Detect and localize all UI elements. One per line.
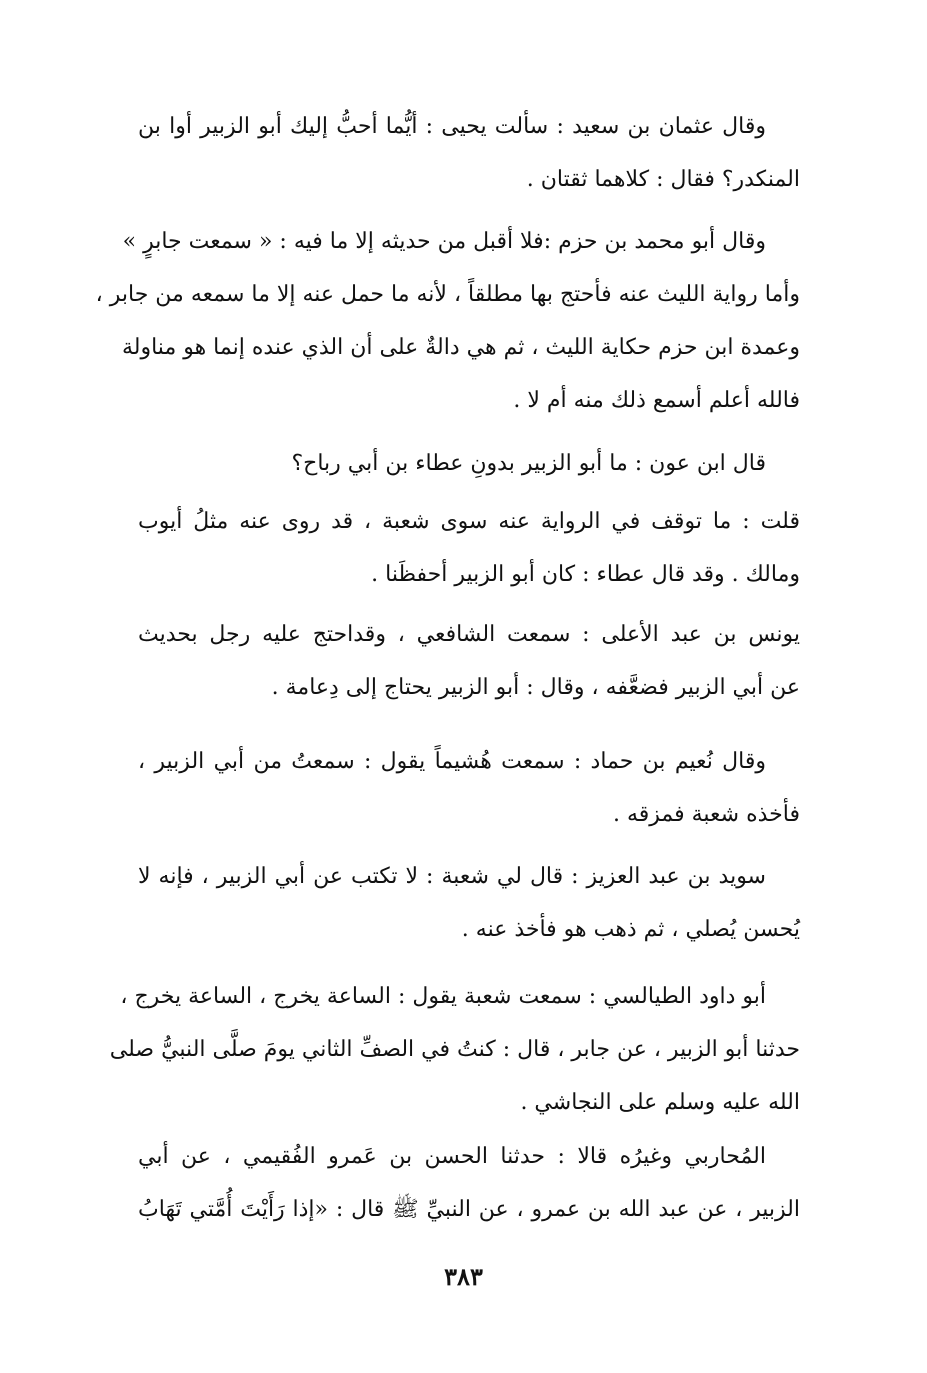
- text-line: الزبير ، عن عبد الله بن عمرو ، عن النبيِّ ﷺ قال : «إذا رَأَيْتَ أُمَّتي تَهَابُ: [138, 1197, 800, 1222]
- text-line: وقال نُعيم بن حماد : سمعت هُشيماً يقول : سمعتُ من أبي الزبير ،: [138, 749, 766, 774]
- text-line: المنكدر؟ فقال : كلاهما ثقتان .: [526, 167, 800, 192]
- paragraph-qultu: [138, 495, 800, 601]
- paragraph-ibn-awn: [138, 437, 800, 490]
- paragraph-nuaym: [138, 735, 800, 841]
- text-line: قال ابن عون : ما أبو الزبير بدونِ عطاء بن أبي رباح؟: [291, 451, 766, 476]
- paragraph-suwayd: [138, 850, 800, 956]
- text-line: المُحاربي وغيرُه قالا : حدثنا الحسن بن عَمرو الفُقيمي ، عن أبي: [138, 1144, 766, 1169]
- text-line: فأخذه شعبة فمزقه .: [612, 802, 800, 827]
- paragraph-muharibi: [138, 1130, 800, 1236]
- text-line: وقال أبو محمد بن حزم :فلا أقبل من حديثه إلا ما فيه : « سمعت جابرٍ »: [122, 229, 766, 254]
- paragraph-yunus: [138, 608, 800, 714]
- text-line: وأما رواية الليث عنه فأحتج بها مطلقاً ، لأنه ما حمل عنه إلا ما سمعه من جابر ،: [95, 282, 800, 307]
- paragraph-ibn-hazm: [95, 215, 800, 427]
- text-line: ومالك . وقد قال عطاء : كان أبو الزبير أحفظَنا .: [371, 562, 800, 587]
- text-line: حدثنا أبو الزبير ، عن جابر ، قال : كنتُ في الصفِّ الثاني يومَ صلَّى النبيُّ صلى: [109, 1037, 800, 1062]
- text-line: سويد بن عبد العزيز : قال لي شعبة : لا تكتب عن أبي الزبير ، فإنه لا: [138, 864, 766, 889]
- text-line: قلت : ما توقف في الرواية عنه سوى شعبة ، قد روى عنه مثلُ أيوب: [138, 509, 800, 534]
- paragraph-uthman-ibn-said: [138, 100, 800, 206]
- text-line: وقال عثمان بن سعيد : سألت يحيى : أيُّما أحبُّ إليك أبو الزبير أوا بن: [138, 114, 766, 139]
- text-line: يونس بن عبد الأعلى : سمعت الشافعي ، وقداحتج عليه رجل بحديث: [138, 622, 800, 647]
- text-line: وعمدة ابن حزم حكاية الليث ، ثم هي دالةٌ على أن الذي عنده إنما هو مناولة: [121, 335, 800, 360]
- text-line: يُحسن يُصلي ، ثم ذهب هو فأخذ عنه .: [461, 917, 800, 942]
- text-line: الله عليه وسلم على النجاشي .: [520, 1090, 800, 1115]
- paragraph-abu-dawud: [109, 970, 800, 1129]
- text-line: عن أبي الزبير فضعَّفه ، وقال : أبو الزبير يحتاج إلى دِعامة .: [271, 675, 800, 700]
- page-number: ٣٨٣: [444, 1262, 483, 1291]
- text-line: فالله أعلم أسمع ذلك منه أم لا .: [513, 388, 800, 413]
- text-line: أبو داود الطيالسي : سمعت شعبة يقول : الساعة يخرج ، الساعة يخرج ،: [120, 984, 766, 1009]
